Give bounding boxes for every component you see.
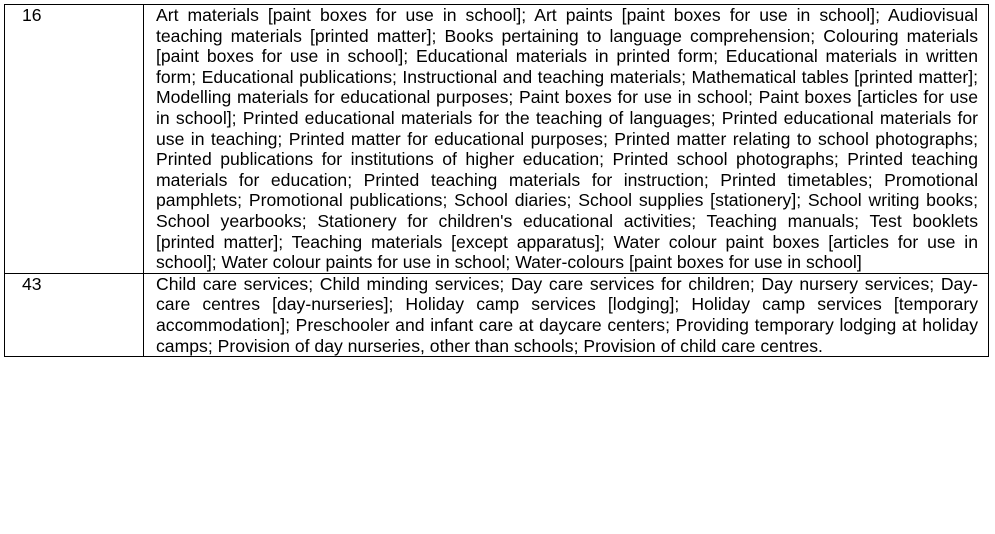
goods-services-table	[4, 4, 989, 357]
table-row	[5, 5, 989, 274]
table-row	[5, 273, 989, 356]
class-number-cell: 43	[5, 273, 144, 356]
class-description-cell: Art materials [paint boxes for use in school]; Art paints [paint boxes for use in school]; Audiovisual teaching materials [printed matter]; Books pertaining to language comprehension; Colouring materials [paint boxes for use in school]; Educational materials in printed form; Educational materials in written form; Educational publications; Instructional and teaching materials; Mathematical tables [printed matter]; Modelling materials for educational purposes; Paint boxes for use in school; Paint boxes [articles for use in school]; Printed educational materials for the teaching of languages; Printed educational materials for use in teaching; Printed matter for educational purposes; Printed matter relating to school photographs; Printed publications for institutions of higher education; Printed school photographs; Printed teaching materials for education; Printed teaching materials for instruction; Printed timetables; Promotional pamphlets; Promotional publications; School diaries; School supplies [stationery]; School writing books; School yearbooks; Stationery for children's educational activities; Teaching manuals; Test booklets [printed matter]; Teaching materials [except apparatus]; Water colour paint boxes [articles for use in school]; Water colour paints for use in school; Water-colours [paint boxes for use in school]	[144, 5, 989, 274]
class-description-cell: Child care services; Child minding services; Day care services for children; Day nursery services; Day-care centres [day-nurseries]; Holiday camp services [lodging]; Holiday camp services [temporary accommodation]; Preschooler and infant care at daycare centers; Providing temporary lodging at holiday camps; Provision of day nurseries, other than schools; Provision of child care centres.	[144, 273, 989, 356]
class-number-cell: 16	[5, 5, 144, 274]
